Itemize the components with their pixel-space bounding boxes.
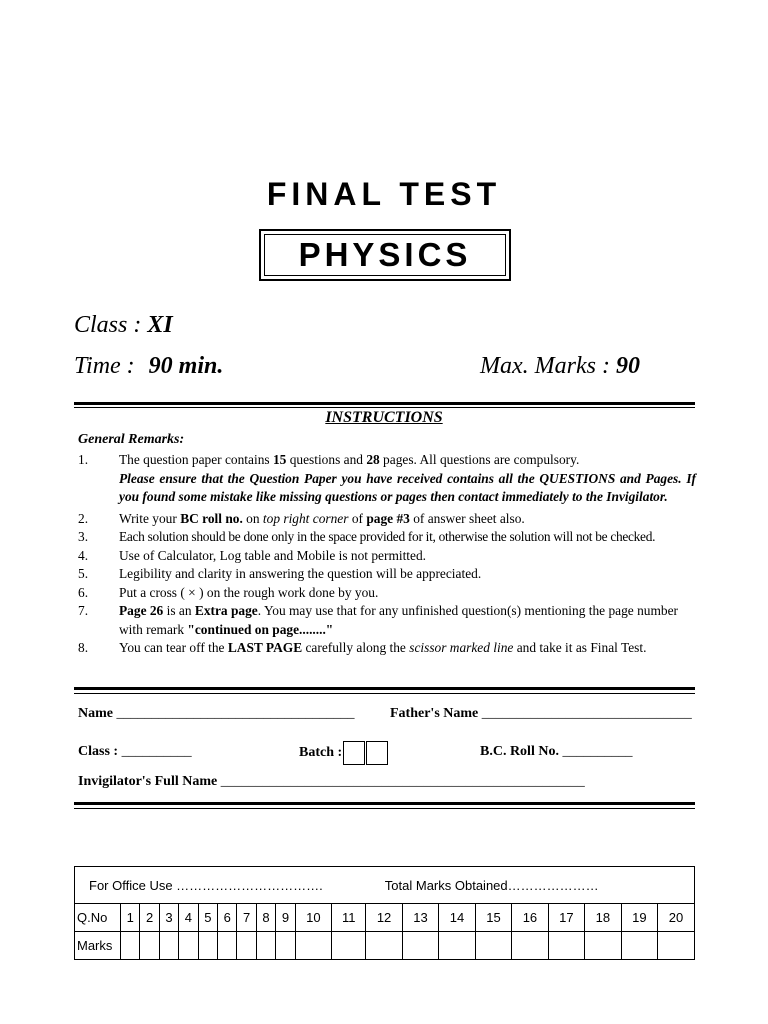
marks-cell[interactable]	[512, 932, 548, 960]
instruction-text: of	[348, 510, 367, 526]
qno-cell: 6	[218, 904, 237, 932]
instruction-text: "continued on page........"	[187, 621, 334, 637]
qno-cell: 18	[585, 904, 621, 932]
instruction-item	[78, 639, 696, 658]
marks-label: Marks	[75, 932, 121, 960]
instruction-text: Write your	[119, 510, 181, 526]
instruction-emphasis: Please ensure that the Question Paper you have received contains all the QUESTIONS and Pages. If you found some mistake like missing questions or pages then contact immediately to the Invigilator.	[119, 470, 696, 504]
divider	[74, 802, 695, 805]
instruction-text: Page 26	[119, 603, 164, 618]
divider	[74, 407, 695, 408]
instruction-text: page #3	[366, 510, 410, 526]
instruction-text: LAST PAGE	[227, 640, 303, 655]
instruction-number: 4.	[78, 547, 89, 563]
instructions-list	[78, 451, 696, 658]
qno-label: Q.No	[75, 904, 121, 932]
office-header-cell	[75, 867, 695, 904]
time-line	[74, 353, 223, 380]
father-name-field[interactable]	[390, 706, 692, 722]
invigilator-field[interactable]	[78, 774, 585, 790]
marks-cell[interactable]	[475, 932, 511, 960]
instruction-item	[78, 528, 696, 547]
qno-cell: 5	[198, 904, 217, 932]
batch-box[interactable]	[343, 741, 365, 765]
qno-cell: 13	[402, 904, 438, 932]
qno-cell: 3	[159, 904, 178, 932]
name-field[interactable]	[78, 706, 355, 722]
marks-cell[interactable]	[439, 932, 475, 960]
marks-row	[75, 932, 695, 960]
instruction-text: is an	[163, 603, 195, 618]
qno-cell: 20	[658, 904, 695, 932]
instruction-text: BC roll no.	[180, 510, 243, 526]
max-marks-value: 90	[615, 353, 640, 379]
qno-cell: 2	[140, 904, 159, 932]
marks-cell[interactable]	[366, 932, 402, 960]
instruction-text: Each solution should be done only in the space provided for it, otherwise the solution will not be checked.	[119, 529, 656, 544]
instruction-item	[78, 510, 696, 529]
marks-cell[interactable]	[276, 932, 295, 960]
marks-cell[interactable]	[237, 932, 256, 960]
office-use-label: For Office Use …………………………….	[89, 877, 323, 893]
qno-cell: 9	[276, 904, 295, 932]
instruction-number: 6.	[78, 584, 89, 600]
qno-cell: 11	[332, 904, 366, 932]
batch-label: Batch :	[299, 745, 343, 761]
divider	[74, 687, 695, 690]
class-value: XI	[147, 312, 173, 338]
total-marks-label: Total Marks Obtained…………………	[384, 877, 599, 893]
qno-cell: 17	[548, 904, 584, 932]
instruction-text: Use of Calculator, Log table and Mobile is not permitted.	[119, 547, 427, 563]
instruction-text: The question paper contains	[119, 452, 273, 467]
marks-cell[interactable]	[332, 932, 366, 960]
time-label: Time :	[74, 353, 135, 379]
qno-row	[75, 904, 695, 932]
general-remarks-label: General Remarks:	[78, 432, 185, 447]
class-label: Class :	[74, 312, 142, 338]
class-field-label: Class :	[78, 744, 119, 759]
marks-cell[interactable]	[121, 932, 140, 960]
batch-box[interactable]	[366, 741, 388, 765]
instruction-text: . You may use that for any unfinished question(s) mentioning the page number with remark	[119, 603, 678, 637]
instruction-number: 8.	[78, 640, 89, 655]
instruction-text: 28	[366, 452, 380, 467]
qno-cell: 15	[475, 904, 511, 932]
instruction-number: 7.	[78, 603, 89, 618]
instruction-text: pages. All questions are compulsory.	[379, 452, 580, 467]
office-header-row	[75, 867, 695, 904]
roll-no-field[interactable]	[480, 744, 632, 760]
instruction-text: of answer sheet also.	[409, 510, 525, 526]
instruction-item	[78, 565, 696, 584]
qno-cell: 7	[237, 904, 256, 932]
subject-box	[259, 229, 511, 281]
instruction-number: 1.	[78, 452, 89, 467]
divider	[74, 402, 695, 405]
roll-no-label: B.C. Roll No.	[480, 744, 559, 759]
qno-cell: 4	[179, 904, 198, 932]
instruction-text: Put a cross ( × ) on the rough work done by you.	[119, 584, 379, 600]
name-line[interactable]: __________________________________	[116, 706, 355, 721]
divider	[74, 693, 695, 694]
instruction-number: 2.	[78, 510, 89, 526]
qno-cell: 19	[621, 904, 657, 932]
max-marks-line	[480, 353, 640, 380]
instruction-text: and take it as Final Test.	[513, 640, 647, 655]
marks-cell[interactable]	[256, 932, 275, 960]
marks-cell[interactable]	[621, 932, 657, 960]
invigilator-label: Invigilator's Full Name	[78, 774, 218, 789]
marks-cell[interactable]	[198, 932, 217, 960]
marks-cell[interactable]	[140, 932, 159, 960]
instruction-item	[78, 602, 696, 639]
instruction-number: 5.	[78, 566, 89, 581]
qno-cell: 10	[295, 904, 331, 932]
marks-cell[interactable]	[658, 932, 695, 960]
qno-cell: 1	[121, 904, 140, 932]
test-title: FINAL TEST	[266, 176, 502, 212]
subject-title: PHYSICS	[264, 234, 506, 276]
instruction-text: on	[242, 510, 263, 526]
class-field-line[interactable]: __________	[121, 744, 192, 759]
qno-cell: 16	[512, 904, 548, 932]
max-marks-label: Max. Marks :	[480, 353, 610, 379]
office-use-table	[74, 866, 695, 960]
marks-cell[interactable]	[179, 932, 198, 960]
instruction-text: Extra page	[194, 603, 258, 618]
batch-field[interactable]	[299, 741, 388, 765]
father-name-label: Father's Name	[390, 706, 479, 721]
invigilator-line[interactable]: ____________________________________________________	[220, 774, 585, 789]
marks-cell[interactable]	[548, 932, 584, 960]
class-field[interactable]	[78, 744, 192, 760]
instructions-heading: INSTRUCTIONS	[325, 409, 443, 426]
instruction-item	[78, 451, 696, 507]
name-label: Name	[78, 706, 113, 721]
father-name-line[interactable]: ______________________________	[481, 706, 692, 721]
qno-cell: 12	[366, 904, 402, 932]
marks-cell[interactable]	[159, 932, 178, 960]
instruction-text: You can tear off the	[119, 640, 228, 655]
qno-cell: 14	[439, 904, 475, 932]
instruction-text: scissor marked line	[409, 640, 514, 655]
divider	[74, 808, 695, 809]
instruction-number: 3.	[78, 529, 89, 544]
instruction-item	[78, 547, 696, 566]
time-value: 90 min.	[148, 353, 224, 379]
instruction-text: Legibility and clarity in answering the question will be appreciated.	[119, 566, 482, 581]
class-line	[74, 312, 173, 339]
marks-cell[interactable]	[585, 932, 621, 960]
instruction-text: 15	[272, 452, 287, 467]
roll-no-line[interactable]: __________	[562, 744, 633, 759]
marks-cell[interactable]	[295, 932, 331, 960]
instruction-text: carefully along the	[302, 640, 410, 655]
instruction-item	[78, 584, 696, 603]
instruction-text: questions and	[286, 452, 367, 467]
marks-cell[interactable]	[218, 932, 237, 960]
marks-cell[interactable]	[402, 932, 438, 960]
instruction-text: top right corner	[262, 510, 349, 526]
qno-cell: 8	[256, 904, 275, 932]
